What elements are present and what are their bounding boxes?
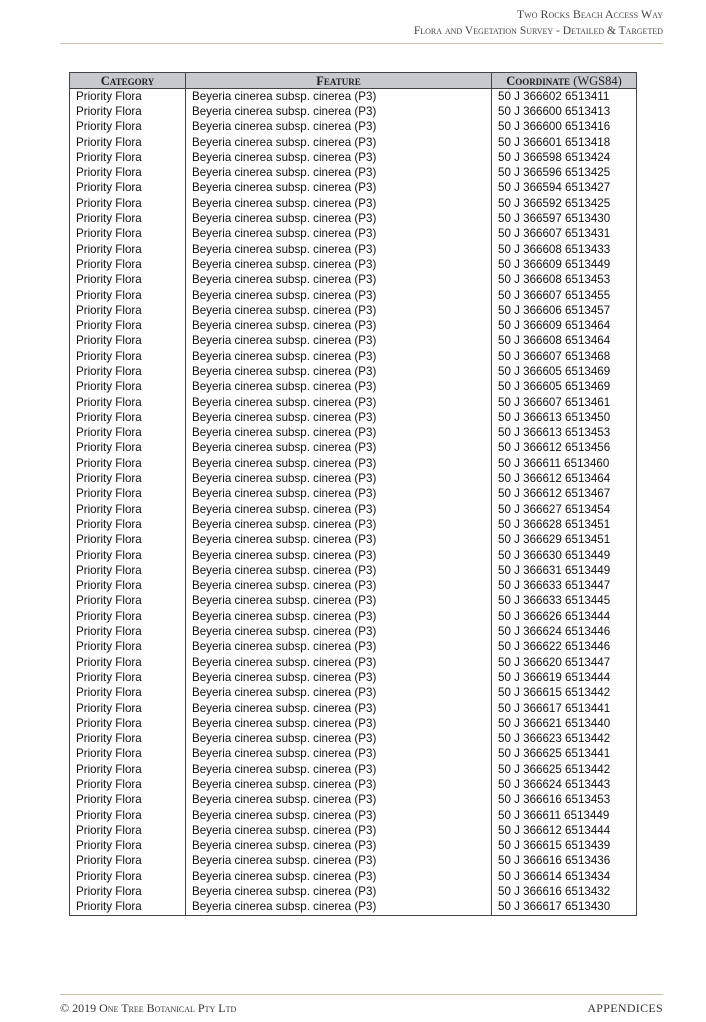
cell-category: Priority Flora bbox=[70, 318, 186, 333]
cell-category: Priority Flora bbox=[70, 196, 186, 211]
cell-category: Priority Flora bbox=[70, 900, 186, 916]
cell-category: Priority Flora bbox=[70, 624, 186, 639]
footer-copyright: © 2019 One Tree Botanical Pty Ltd bbox=[60, 1001, 237, 1015]
table-row bbox=[70, 410, 637, 425]
cell-category: Priority Flora bbox=[70, 686, 186, 701]
cell-coordinate: 50 J 366615 6513439 bbox=[492, 839, 637, 854]
cell-coordinate: 50 J 366607 6513431 bbox=[492, 227, 637, 242]
cell-category: Priority Flora bbox=[70, 364, 186, 379]
cell-coordinate: 50 J 366607 6513455 bbox=[492, 288, 637, 303]
cell-feature: Beyeria cinerea subsp. cinerea (P3) bbox=[186, 594, 492, 609]
cell-category: Priority Flora bbox=[70, 884, 186, 899]
cell-coordinate: 50 J 366622 6513446 bbox=[492, 640, 637, 655]
header-divider bbox=[60, 43, 663, 44]
cell-feature: Beyeria cinerea subsp. cinerea (P3) bbox=[186, 104, 492, 119]
cell-category: Priority Flora bbox=[70, 839, 186, 854]
cell-feature: Beyeria cinerea subsp. cinerea (P3) bbox=[186, 349, 492, 364]
table-row bbox=[70, 165, 637, 180]
cell-coordinate: 50 J 366598 6513424 bbox=[492, 150, 637, 165]
cell-feature: Beyeria cinerea subsp. cinerea (P3) bbox=[186, 380, 492, 395]
cell-feature: Beyeria cinerea subsp. cinerea (P3) bbox=[186, 793, 492, 808]
table-row bbox=[70, 395, 637, 410]
cell-coordinate: 50 J 366625 6513441 bbox=[492, 747, 637, 762]
table-row bbox=[70, 579, 637, 594]
table-row bbox=[70, 624, 637, 639]
cell-category: Priority Flora bbox=[70, 150, 186, 165]
cell-category: Priority Flora bbox=[70, 288, 186, 303]
cell-category: Priority Flora bbox=[70, 410, 186, 425]
table-row bbox=[70, 120, 637, 135]
cell-category: Priority Flora bbox=[70, 517, 186, 532]
table-row bbox=[70, 747, 637, 762]
cell-feature: Beyeria cinerea subsp. cinerea (P3) bbox=[186, 471, 492, 486]
table-row bbox=[70, 900, 637, 916]
cell-category: Priority Flora bbox=[70, 854, 186, 869]
cell-category: Priority Flora bbox=[70, 762, 186, 777]
cell-feature: Beyeria cinerea subsp. cinerea (P3) bbox=[186, 823, 492, 838]
cell-feature: Beyeria cinerea subsp. cinerea (P3) bbox=[186, 777, 492, 792]
table-row bbox=[70, 104, 637, 119]
table-row bbox=[70, 823, 637, 838]
cell-category: Priority Flora bbox=[70, 441, 186, 456]
table-row bbox=[70, 227, 637, 242]
table-row bbox=[70, 686, 637, 701]
footer-section-label: APPENDICES bbox=[587, 1001, 663, 1015]
table-header-row bbox=[70, 73, 637, 89]
cell-coordinate: 50 J 366630 6513449 bbox=[492, 548, 637, 563]
cell-coordinate: 50 J 366612 6513467 bbox=[492, 487, 637, 502]
cell-feature: Beyeria cinerea subsp. cinerea (P3) bbox=[186, 211, 492, 226]
cell-feature: Beyeria cinerea subsp. cinerea (P3) bbox=[186, 227, 492, 242]
cell-feature: Beyeria cinerea subsp. cinerea (P3) bbox=[186, 686, 492, 701]
cell-coordinate: 50 J 366594 6513427 bbox=[492, 181, 637, 196]
cell-feature: Beyeria cinerea subsp. cinerea (P3) bbox=[186, 150, 492, 165]
cell-coordinate: 50 J 366631 6513449 bbox=[492, 563, 637, 578]
table-row bbox=[70, 273, 637, 288]
cell-feature: Beyeria cinerea subsp. cinerea (P3) bbox=[186, 747, 492, 762]
cell-coordinate: 50 J 366612 6513464 bbox=[492, 471, 637, 486]
cell-category: Priority Flora bbox=[70, 548, 186, 563]
cell-feature: Beyeria cinerea subsp. cinerea (P3) bbox=[186, 563, 492, 578]
cell-category: Priority Flora bbox=[70, 426, 186, 441]
table-row bbox=[70, 349, 637, 364]
cell-feature: Beyeria cinerea subsp. cinerea (P3) bbox=[186, 701, 492, 716]
cell-coordinate: 50 J 366624 6513443 bbox=[492, 777, 637, 792]
cell-coordinate: 50 J 366592 6513425 bbox=[492, 196, 637, 211]
cell-coordinate: 50 J 366597 6513430 bbox=[492, 211, 637, 226]
cell-feature: Beyeria cinerea subsp. cinerea (P3) bbox=[186, 89, 492, 105]
cell-coordinate: 50 J 366608 6513464 bbox=[492, 334, 637, 349]
cell-category: Priority Flora bbox=[70, 823, 186, 838]
table-row bbox=[70, 426, 637, 441]
cell-feature: Beyeria cinerea subsp. cinerea (P3) bbox=[186, 196, 492, 211]
table-row bbox=[70, 380, 637, 395]
cell-category: Priority Flora bbox=[70, 487, 186, 502]
column-header-category: Category bbox=[70, 73, 186, 89]
cell-feature: Beyeria cinerea subsp. cinerea (P3) bbox=[186, 410, 492, 425]
cell-category: Priority Flora bbox=[70, 808, 186, 823]
cell-feature: Beyeria cinerea subsp. cinerea (P3) bbox=[186, 624, 492, 639]
column-header-coordinate-label: Coordinate bbox=[506, 73, 571, 88]
table-row bbox=[70, 884, 637, 899]
cell-feature: Beyeria cinerea subsp. cinerea (P3) bbox=[186, 655, 492, 670]
cell-category: Priority Flora bbox=[70, 135, 186, 150]
cell-coordinate: 50 J 366601 6513418 bbox=[492, 135, 637, 150]
cell-category: Priority Flora bbox=[70, 777, 186, 792]
cell-category: Priority Flora bbox=[70, 380, 186, 395]
cell-coordinate: 50 J 366596 6513425 bbox=[492, 165, 637, 180]
cell-category: Priority Flora bbox=[70, 670, 186, 685]
header-project-title: Two Rocks Beach Access Way bbox=[516, 7, 663, 21]
cell-category: Priority Flora bbox=[70, 640, 186, 655]
table-row bbox=[70, 670, 637, 685]
cell-category: Priority Flora bbox=[70, 731, 186, 746]
cell-category: Priority Flora bbox=[70, 716, 186, 731]
cell-coordinate: 50 J 366609 6513449 bbox=[492, 257, 637, 272]
table-row bbox=[70, 181, 637, 196]
cell-coordinate: 50 J 366608 6513433 bbox=[492, 242, 637, 257]
header-report-title: Flora and Vegetation Survey - Detailed & Targeted bbox=[413, 25, 663, 37]
cell-coordinate: 50 J 366620 6513447 bbox=[492, 655, 637, 670]
cell-feature: Beyeria cinerea subsp. cinerea (P3) bbox=[186, 884, 492, 899]
table-row bbox=[70, 716, 637, 731]
cell-coordinate: 50 J 366600 6513413 bbox=[492, 104, 637, 119]
cell-feature: Beyeria cinerea subsp. cinerea (P3) bbox=[186, 609, 492, 624]
cell-coordinate: 50 J 366627 6513454 bbox=[492, 502, 637, 517]
cell-feature: Beyeria cinerea subsp. cinerea (P3) bbox=[186, 533, 492, 548]
cell-coordinate: 50 J 366611 6513449 bbox=[492, 808, 637, 823]
cell-category: Priority Flora bbox=[70, 533, 186, 548]
cell-feature: Beyeria cinerea subsp. cinerea (P3) bbox=[186, 517, 492, 532]
column-header-coordinate-datum: (WGS84) bbox=[570, 73, 622, 88]
column-header-coordinate bbox=[492, 73, 637, 89]
table-row bbox=[70, 471, 637, 486]
table-row bbox=[70, 517, 637, 532]
cell-coordinate: 50 J 366606 6513457 bbox=[492, 303, 637, 318]
cell-category: Priority Flora bbox=[70, 165, 186, 180]
cell-coordinate: 50 J 366616 6513436 bbox=[492, 854, 637, 869]
cell-coordinate: 50 J 366616 6513453 bbox=[492, 793, 637, 808]
table-row bbox=[70, 364, 637, 379]
cell-coordinate: 50 J 366602 6513411 bbox=[492, 89, 637, 105]
cell-coordinate: 50 J 366600 6513416 bbox=[492, 120, 637, 135]
cell-feature: Beyeria cinerea subsp. cinerea (P3) bbox=[186, 487, 492, 502]
cell-feature: Beyeria cinerea subsp. cinerea (P3) bbox=[186, 900, 492, 916]
cell-coordinate: 50 J 366625 6513442 bbox=[492, 762, 637, 777]
cell-category: Priority Flora bbox=[70, 334, 186, 349]
table-row bbox=[70, 701, 637, 716]
table-row bbox=[70, 318, 637, 333]
cell-coordinate: 50 J 366607 6513461 bbox=[492, 395, 637, 410]
cell-feature: Beyeria cinerea subsp. cinerea (P3) bbox=[186, 640, 492, 655]
cell-feature: Beyeria cinerea subsp. cinerea (P3) bbox=[186, 808, 492, 823]
cell-feature: Beyeria cinerea subsp. cinerea (P3) bbox=[186, 364, 492, 379]
cell-feature: Beyeria cinerea subsp. cinerea (P3) bbox=[186, 579, 492, 594]
table-row bbox=[70, 257, 637, 272]
cell-coordinate: 50 J 366612 6513456 bbox=[492, 441, 637, 456]
table-row bbox=[70, 334, 637, 349]
table-row bbox=[70, 288, 637, 303]
cell-coordinate: 50 J 366614 6513434 bbox=[492, 869, 637, 884]
cell-feature: Beyeria cinerea subsp. cinerea (P3) bbox=[186, 334, 492, 349]
survey-table bbox=[69, 72, 637, 916]
cell-feature: Beyeria cinerea subsp. cinerea (P3) bbox=[186, 854, 492, 869]
table-row bbox=[70, 731, 637, 746]
table-row bbox=[70, 150, 637, 165]
table-row bbox=[70, 456, 637, 471]
table-row bbox=[70, 839, 637, 854]
cell-feature: Beyeria cinerea subsp. cinerea (P3) bbox=[186, 242, 492, 257]
cell-coordinate: 50 J 366608 6513453 bbox=[492, 273, 637, 288]
table-row bbox=[70, 594, 637, 609]
cell-feature: Beyeria cinerea subsp. cinerea (P3) bbox=[186, 731, 492, 746]
cell-category: Priority Flora bbox=[70, 257, 186, 272]
cell-coordinate: 50 J 366616 6513432 bbox=[492, 884, 637, 899]
cell-coordinate: 50 J 366629 6513451 bbox=[492, 533, 637, 548]
cell-category: Priority Flora bbox=[70, 181, 186, 196]
table-row bbox=[70, 777, 637, 792]
cell-coordinate: 50 J 366609 6513464 bbox=[492, 318, 637, 333]
table-row bbox=[70, 487, 637, 502]
cell-coordinate: 50 J 366617 6513441 bbox=[492, 701, 637, 716]
table-row bbox=[70, 762, 637, 777]
cell-feature: Beyeria cinerea subsp. cinerea (P3) bbox=[186, 456, 492, 471]
cell-category: Priority Flora bbox=[70, 563, 186, 578]
table-row bbox=[70, 242, 637, 257]
cell-feature: Beyeria cinerea subsp. cinerea (P3) bbox=[186, 670, 492, 685]
cell-coordinate: 50 J 366619 6513444 bbox=[492, 670, 637, 685]
cell-coordinate: 50 J 366613 6513453 bbox=[492, 426, 637, 441]
cell-coordinate: 50 J 366628 6513451 bbox=[492, 517, 637, 532]
table-row bbox=[70, 563, 637, 578]
cell-category: Priority Flora bbox=[70, 456, 186, 471]
cell-category: Priority Flora bbox=[70, 747, 186, 762]
cell-feature: Beyeria cinerea subsp. cinerea (P3) bbox=[186, 395, 492, 410]
cell-category: Priority Flora bbox=[70, 227, 186, 242]
cell-coordinate: 50 J 366615 6513442 bbox=[492, 686, 637, 701]
cell-category: Priority Flora bbox=[70, 242, 186, 257]
table-row bbox=[70, 502, 637, 517]
cell-feature: Beyeria cinerea subsp. cinerea (P3) bbox=[186, 441, 492, 456]
cell-category: Priority Flora bbox=[70, 579, 186, 594]
cell-feature: Beyeria cinerea subsp. cinerea (P3) bbox=[186, 762, 492, 777]
table-row bbox=[70, 303, 637, 318]
cell-feature: Beyeria cinerea subsp. cinerea (P3) bbox=[186, 548, 492, 563]
cell-category: Priority Flora bbox=[70, 349, 186, 364]
table-body bbox=[70, 89, 637, 916]
table-row bbox=[70, 211, 637, 226]
cell-coordinate: 50 J 366613 6513450 bbox=[492, 410, 637, 425]
cell-feature: Beyeria cinerea subsp. cinerea (P3) bbox=[186, 120, 492, 135]
cell-category: Priority Flora bbox=[70, 120, 186, 135]
table-row bbox=[70, 196, 637, 211]
cell-feature: Beyeria cinerea subsp. cinerea (P3) bbox=[186, 839, 492, 854]
cell-category: Priority Flora bbox=[70, 655, 186, 670]
cell-category: Priority Flora bbox=[70, 594, 186, 609]
cell-coordinate: 50 J 366633 6513447 bbox=[492, 579, 637, 594]
cell-category: Priority Flora bbox=[70, 793, 186, 808]
cell-feature: Beyeria cinerea subsp. cinerea (P3) bbox=[186, 869, 492, 884]
page-header bbox=[414, 6, 663, 40]
cell-category: Priority Flora bbox=[70, 471, 186, 486]
table-row bbox=[70, 135, 637, 150]
table-row bbox=[70, 89, 637, 105]
cell-feature: Beyeria cinerea subsp. cinerea (P3) bbox=[186, 273, 492, 288]
cell-category: Priority Flora bbox=[70, 273, 186, 288]
cell-category: Priority Flora bbox=[70, 395, 186, 410]
cell-category: Priority Flora bbox=[70, 869, 186, 884]
cell-feature: Beyeria cinerea subsp. cinerea (P3) bbox=[186, 257, 492, 272]
table-row bbox=[70, 441, 637, 456]
cell-category: Priority Flora bbox=[70, 303, 186, 318]
table-row bbox=[70, 640, 637, 655]
cell-feature: Beyeria cinerea subsp. cinerea (P3) bbox=[186, 716, 492, 731]
table-row bbox=[70, 655, 637, 670]
cell-coordinate: 50 J 366612 6513444 bbox=[492, 823, 637, 838]
cell-coordinate: 50 J 366624 6513446 bbox=[492, 624, 637, 639]
cell-category: Priority Flora bbox=[70, 701, 186, 716]
cell-coordinate: 50 J 366633 6513445 bbox=[492, 594, 637, 609]
cell-coordinate: 50 J 366605 6513469 bbox=[492, 364, 637, 379]
table-row bbox=[70, 808, 637, 823]
cell-coordinate: 50 J 366611 6513460 bbox=[492, 456, 637, 471]
cell-feature: Beyeria cinerea subsp. cinerea (P3) bbox=[186, 303, 492, 318]
table-row bbox=[70, 869, 637, 884]
cell-coordinate: 50 J 366605 6513469 bbox=[492, 380, 637, 395]
cell-feature: Beyeria cinerea subsp. cinerea (P3) bbox=[186, 426, 492, 441]
cell-category: Priority Flora bbox=[70, 104, 186, 119]
table-row bbox=[70, 533, 637, 548]
cell-category: Priority Flora bbox=[70, 609, 186, 624]
cell-coordinate: 50 J 366617 6513430 bbox=[492, 900, 637, 916]
column-header-feature: Feature bbox=[186, 73, 492, 89]
cell-category: Priority Flora bbox=[70, 211, 186, 226]
cell-feature: Beyeria cinerea subsp. cinerea (P3) bbox=[186, 181, 492, 196]
cell-feature: Beyeria cinerea subsp. cinerea (P3) bbox=[186, 165, 492, 180]
table-row bbox=[70, 609, 637, 624]
cell-feature: Beyeria cinerea subsp. cinerea (P3) bbox=[186, 288, 492, 303]
cell-coordinate: 50 J 366623 6513442 bbox=[492, 731, 637, 746]
cell-category: Priority Flora bbox=[70, 502, 186, 517]
cell-category: Priority Flora bbox=[70, 89, 186, 105]
table-row bbox=[70, 793, 637, 808]
cell-feature: Beyeria cinerea subsp. cinerea (P3) bbox=[186, 318, 492, 333]
table-row bbox=[70, 548, 637, 563]
cell-feature: Beyeria cinerea subsp. cinerea (P3) bbox=[186, 135, 492, 150]
table-row bbox=[70, 854, 637, 869]
cell-coordinate: 50 J 366621 6513440 bbox=[492, 716, 637, 731]
cell-coordinate: 50 J 366626 6513444 bbox=[492, 609, 637, 624]
cell-coordinate: 50 J 366607 6513468 bbox=[492, 349, 637, 364]
cell-feature: Beyeria cinerea subsp. cinerea (P3) bbox=[186, 502, 492, 517]
footer-divider bbox=[60, 994, 663, 995]
